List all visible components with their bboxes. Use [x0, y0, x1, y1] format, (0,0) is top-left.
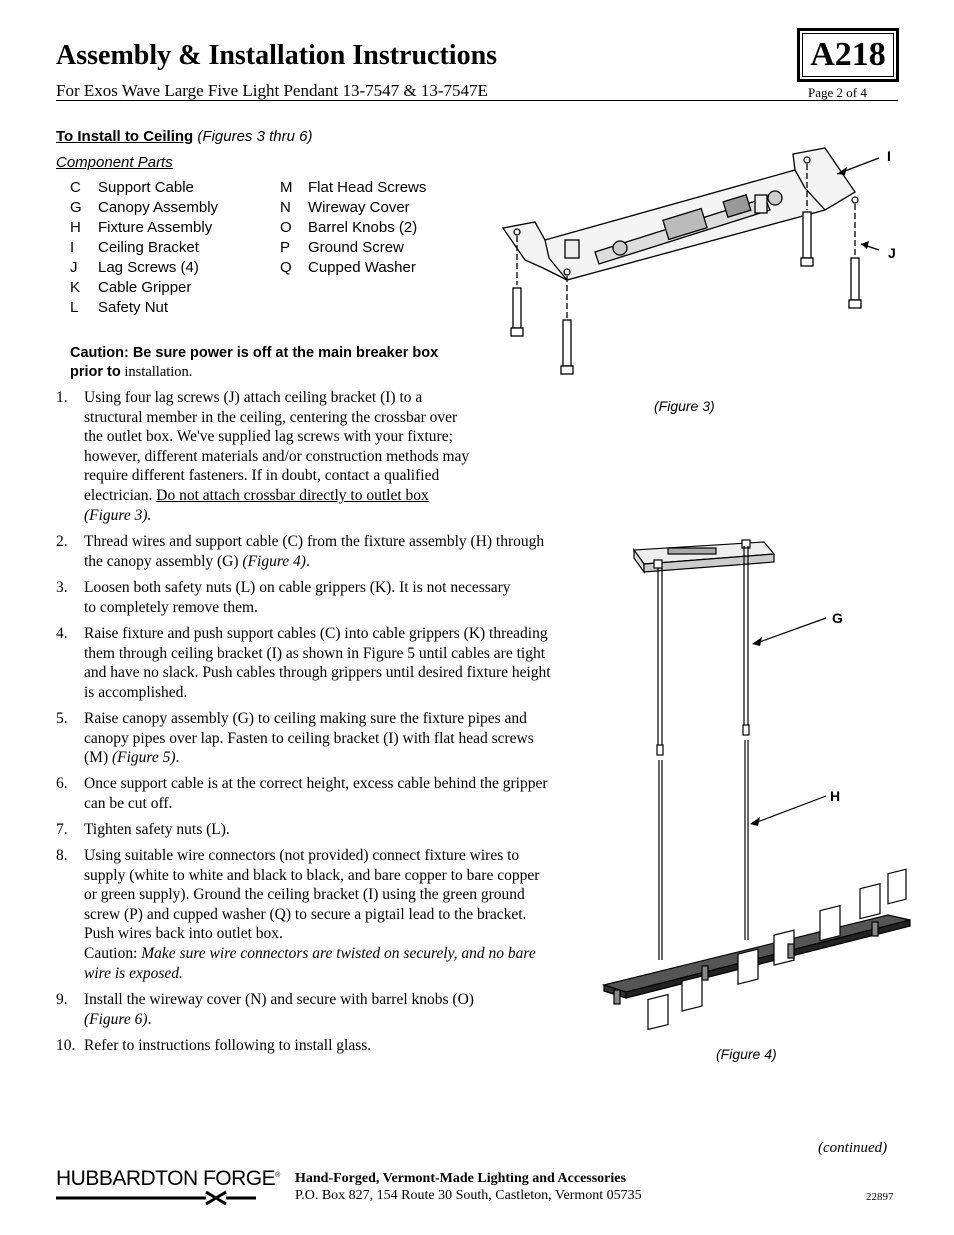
step-8: [56, 846, 556, 983]
part-letter: Q: [280, 259, 292, 276]
section-heading: [56, 128, 312, 145]
step-number: 7.: [56, 821, 68, 838]
part-letter: C: [70, 179, 81, 196]
part-name: Lag Screws (4): [98, 259, 199, 276]
page-title: Assembly & Installation Instructions: [56, 40, 498, 71]
step-figure-ref: (Figure 3).: [84, 506, 152, 524]
callout-label-h: H: [830, 788, 841, 804]
step-2: [56, 532, 556, 571]
part-item-h: [70, 219, 218, 239]
part-item-l: [70, 299, 218, 319]
step-9: [56, 990, 556, 1029]
step-5: [56, 709, 556, 768]
step-number: 2.: [56, 533, 68, 550]
document-number: 22897: [866, 1191, 894, 1203]
header-rule: [56, 100, 898, 101]
step-text: Using suitable wire connectors (not provided) connect fixture wires to supply (white to white and black to black, and bare copper to bare copper or green supply). Ground the ceiling bracket (I) using the green ground screw (P) and cupped washer (Q) to secure a pigtail lead to the bracket. Push wires back into outlet box.: [84, 847, 540, 943]
part-letter: K: [70, 279, 81, 296]
caution-bold-text: Caution: Be sure power is off at the main breaker box prior to: [70, 345, 439, 380]
parts-list-right: [280, 179, 426, 279]
part-name: Barrel Knobs (2): [308, 219, 418, 236]
step-7: [56, 820, 556, 840]
figure-3-caption: (Figure 3): [654, 398, 715, 414]
brand-registered-mark: ®: [275, 1172, 280, 1179]
caution-normal-text: installation.: [120, 364, 193, 380]
step-text: Raise fixture and push support cables (C) into cable grippers (K) threading them through ceiling bracket (I) as shown in Figure 5 until cables are tight and have no slack. Push cables through grippers until desired fixture height is accomplished.: [84, 625, 551, 701]
step-1: [56, 388, 476, 525]
step-text: Once support cable is at the correct height, excess cable behind the gripper can be cut off.: [84, 775, 548, 812]
step-figure-ref: (Figure 6): [84, 1010, 148, 1028]
part-name: Cupped Washer: [308, 259, 416, 276]
section-title: To Install to Ceiling: [56, 128, 194, 145]
step-4: [56, 624, 556, 702]
step-text-end: .: [147, 1010, 152, 1028]
part-name: Ceiling Bracket: [98, 239, 199, 256]
part-name: Safety Nut: [98, 299, 169, 316]
part-item-n: [280, 199, 426, 219]
step-text-end: .: [175, 749, 180, 767]
step-number: 3.: [56, 579, 68, 596]
step-number: 1.: [56, 389, 68, 406]
step-caution-text: Make sure wire connectors are twisted on securely, and no bare wire is exposed.: [84, 944, 536, 982]
footer-tagline: Hand-Forged, Vermont-Made Lighting and Accessories: [295, 1171, 626, 1186]
step-text: Tighten safety nuts (L).: [84, 821, 230, 838]
figure-4-pendant-assembly-diagram: [598, 520, 918, 1040]
part-item-c: [70, 179, 218, 199]
step-number: 8.: [56, 847, 68, 864]
part-name: Flat Head Screws: [308, 179, 427, 196]
callout-label-g: G: [832, 610, 843, 626]
step-text: Loosen both safety nuts (L) on cable grippers (K). It is not necessary to completely remove them.: [84, 579, 511, 616]
step-number: 6.: [56, 775, 68, 792]
step-warning-underlined: Do not attach crossbar directly to outlet box: [156, 486, 429, 504]
step-text: Raise canopy assembly (G) to ceiling making sure the fixture pipes and canopy pipes over lap. Fasten to ceiling bracket (I) with flat head screws (M): [84, 710, 534, 767]
callout-label-i: I: [887, 148, 891, 164]
part-item-k: [70, 279, 218, 299]
part-name: Ground Screw: [308, 239, 404, 256]
part-item-g: [70, 199, 218, 219]
part-letter: G: [70, 199, 82, 216]
part-letter: P: [280, 239, 291, 256]
brand-name: HUBBARDTON FORGE: [56, 1167, 276, 1190]
part-letter: I: [70, 239, 75, 256]
component-parts-heading: Component Parts: [56, 154, 173, 171]
figure-4-caption: (Figure 4): [716, 1046, 777, 1062]
page-subtitle: For Exos Wave Large Five Light Pendant 13-7547 & 13-7547E: [56, 81, 488, 100]
part-name: Support Cable: [98, 179, 194, 196]
part-name: Cable Gripper: [98, 279, 192, 296]
part-letter: O: [280, 219, 292, 236]
step-text: Using four lag screws (J) attach ceiling bracket (I) to a structural member in the ceiling, centering the crossbar over the outlet box. We've supplied lag screws with your fixture; however, different materials and/or construction methods may require different fasteners. If in doubt, contact a qualified electrician.: [84, 389, 470, 504]
step-text: Install the wireway cover (N) and secure with barrel knobs (O): [84, 991, 474, 1008]
power-caution: [70, 344, 450, 382]
callout-label-j: J: [888, 245, 896, 261]
continued-note: (continued): [818, 1140, 888, 1156]
part-letter: M: [280, 179, 293, 196]
figure-3-ceiling-bracket-diagram: [495, 140, 915, 390]
step-figure-ref: (Figure 5): [111, 749, 176, 767]
step-3: [56, 578, 526, 617]
part-item-q: [280, 259, 426, 279]
step-text: Thread wires and support cable (C) from the fixture assembly (H) through the canopy assembly (G): [84, 533, 545, 570]
step-6: [56, 774, 556, 813]
footer-address: P.O. Box 827, 154 Route 30 South, Castleton, Vermont 05735: [295, 1188, 642, 1203]
brand-swoosh-icon: [56, 1190, 256, 1206]
document-code: A218: [810, 36, 886, 73]
step-number: 5.: [56, 710, 68, 727]
section-figures-ref: (Figures 3 thru 6): [197, 128, 313, 145]
brand-logo: [56, 1165, 280, 1211]
step-number: 4.: [56, 625, 68, 642]
page-number: Page 2 of 4: [808, 85, 867, 100]
part-letter: L: [70, 299, 79, 316]
part-name: Wireway Cover: [308, 199, 410, 216]
part-name: Canopy Assembly: [98, 199, 219, 216]
step-caution-label: Caution:: [84, 944, 142, 962]
part-item-j: [70, 259, 218, 279]
part-item-o: [280, 219, 426, 239]
part-letter: N: [280, 199, 291, 216]
step-number: 9.: [56, 991, 68, 1008]
part-item-p: [280, 239, 426, 259]
step-number: 10.: [56, 1037, 76, 1054]
step-10: [56, 1036, 556, 1056]
step-text: Refer to instructions following to install glass.: [84, 1037, 372, 1054]
step-figure-ref: (Figure 4): [242, 552, 306, 570]
parts-list-left: [70, 179, 218, 319]
part-name: Fixture Assembly: [98, 219, 213, 236]
part-letter: H: [70, 219, 81, 236]
part-item-m: [280, 179, 426, 199]
part-item-i: [70, 239, 218, 259]
step-text-end: .: [305, 552, 310, 570]
part-letter: J: [70, 259, 78, 276]
document-code-badge: [797, 28, 899, 82]
